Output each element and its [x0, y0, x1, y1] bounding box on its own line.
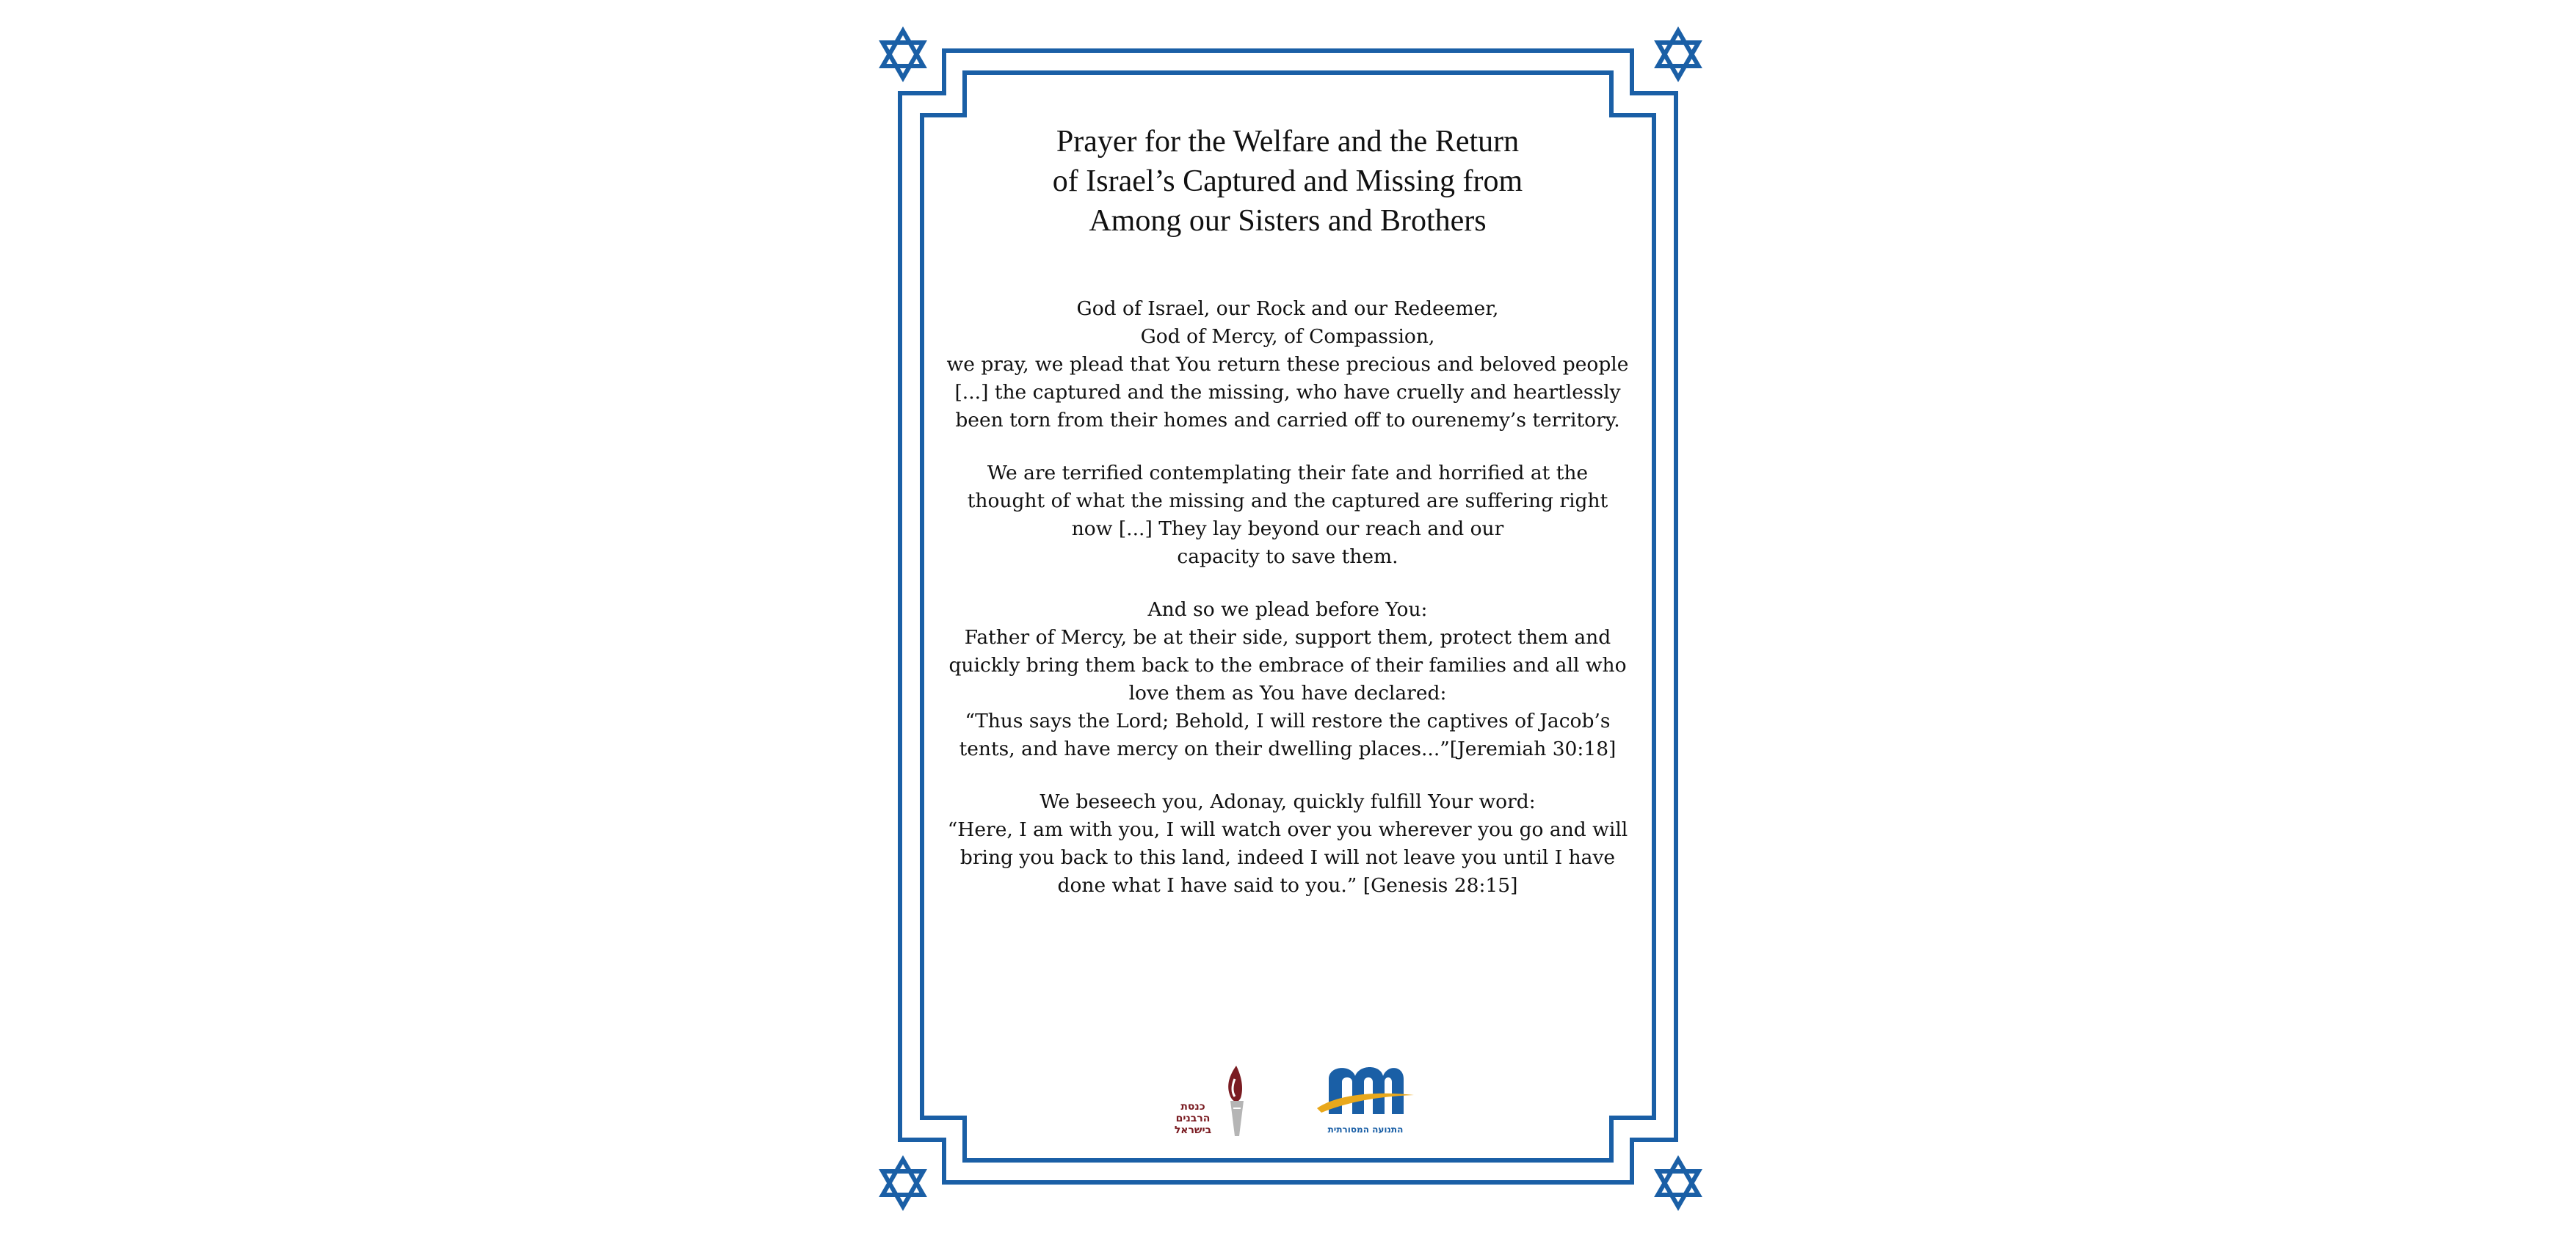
- prayer-line: capacity to save them.: [1177, 545, 1398, 568]
- prayer-paragraph: [943, 788, 1633, 900]
- prayer-paragraph: [943, 596, 1633, 763]
- prayer-line: now [...] They lay beyond our reach and our: [1071, 517, 1504, 540]
- prayer-line: “Thus says the Lord; Behold, I will restore the captives of Jacob’s: [965, 710, 1611, 732]
- logo-text-line: בישראל: [1174, 1124, 1212, 1136]
- title-line: of Israel’s Captured and Missing from: [1052, 164, 1523, 198]
- movement-logo-icon: [1307, 1057, 1424, 1123]
- prayer-line: we pray, we plead that You return these precious and beloved people: [946, 353, 1629, 376]
- masorti-movement-logo: [1307, 1057, 1424, 1145]
- logo-text-line: כנסת: [1180, 1101, 1205, 1113]
- star-of-david-icon: [882, 31, 923, 78]
- rabbinical-assembly-logo-text: [1160, 1101, 1226, 1136]
- prayer-line: love them as You have declared:: [1128, 682, 1447, 705]
- prayer-line: Father of Mercy, be at their side, support them, protect them and: [964, 626, 1611, 649]
- prayer-line: done what I have said to you.” [Genesis 28:15]: [1057, 874, 1518, 897]
- masorti-movement-logo-text: התנועה המסורתית: [1327, 1124, 1404, 1135]
- title-line: Among our Sisters and Brothers: [1089, 204, 1487, 238]
- prayer-line: quickly bring them back to the embrace of their families and all who: [948, 654, 1627, 677]
- prayer-line: God of Israel, our Rock and our Redeemer,: [1076, 297, 1499, 320]
- title-line: Prayer for the Welfare and the Return: [1056, 125, 1520, 159]
- prayer-line: bring you back to this land, indeed I will not leave you until I have: [959, 846, 1616, 869]
- prayer-paragraph: [943, 295, 1633, 434]
- prayer-paragraph: [943, 459, 1633, 571]
- logo-text-line: הרבנים: [1175, 1113, 1211, 1124]
- prayer-line: been torn from their homes and carried off to ourenemy’s territory.: [955, 409, 1620, 432]
- star-of-david-icon: [882, 1160, 923, 1207]
- prayer-line: thought of what the missing and the captured are suffering right: [967, 490, 1608, 512]
- prayer-line: We beseech you, Adonay, quickly fulfill Your word:: [1040, 790, 1536, 813]
- page-title: [994, 122, 1581, 241]
- prayer-line: [...] the captured and the missing, who have cruelly and heartlessly: [954, 381, 1621, 404]
- prayer-line: We are terrified contemplating their fate and horrified at the: [987, 462, 1589, 484]
- rabbinical-assembly-logo: [1160, 1057, 1263, 1145]
- prayer-line: And so we plead before You:: [1147, 598, 1428, 621]
- logos-row: [1160, 1057, 1424, 1145]
- prayer-line: tents, and have mercy on their dwelling places...”[Jeremiah 30:18]: [959, 738, 1617, 760]
- prayer-body: [943, 295, 1633, 925]
- prayer-line: God of Mercy, of Compassion,: [1140, 325, 1435, 348]
- star-of-david-icon: [1658, 31, 1698, 78]
- star-of-david-icon: [1658, 1160, 1698, 1207]
- prayer-line: “Here, I am with you, I will watch over you wherever you go and will: [947, 818, 1628, 841]
